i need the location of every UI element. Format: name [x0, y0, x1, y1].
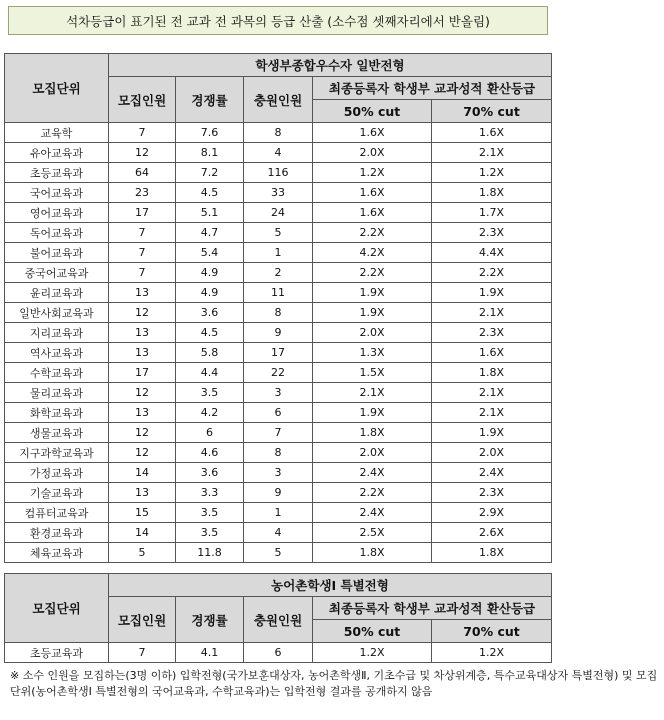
table-cell: 4.5 [176, 323, 244, 343]
table-cell: 17 [109, 363, 176, 383]
table-cell: 2.1X [432, 303, 552, 323]
table-cell: 체육교육과 [5, 543, 109, 563]
table-cell: 8.1 [176, 143, 244, 163]
table-cell: 1.9X [313, 403, 432, 423]
table-cell: 1.8X [432, 183, 552, 203]
table-cell: 3.5 [176, 503, 244, 523]
table-row [5, 503, 552, 523]
table-cell: 1.6X [313, 183, 432, 203]
table-cell: 4.7 [176, 223, 244, 243]
table-cell: 4 [244, 523, 313, 543]
table-cell: 일반사회교육과 [5, 303, 109, 323]
table-cell: 7 [109, 643, 176, 663]
table-cell: 4 [244, 143, 313, 163]
table-row [5, 543, 552, 563]
table-cell: 17 [244, 343, 313, 363]
admission-results-table [4, 53, 552, 563]
table-cell: 1 [244, 503, 313, 523]
table-cell: 4.9 [176, 283, 244, 303]
table-cell: 7 [109, 223, 176, 243]
table-row [5, 243, 552, 263]
table-cell: 2.3X [432, 483, 552, 503]
table-cell: 5.8 [176, 343, 244, 363]
table-cell: 역사교육과 [5, 343, 109, 363]
table-cell: 2.0X [432, 443, 552, 463]
table-cell: 1.2X [432, 643, 552, 663]
table-cell: 9 [244, 483, 313, 503]
table-cell: 1.7X [432, 203, 552, 223]
table-cell: 5.1 [176, 203, 244, 223]
table-cell: 1.2X [432, 163, 552, 183]
table-cell: 8 [244, 303, 313, 323]
table-cell: 지리교육과 [5, 323, 109, 343]
table-cell: 2.2X [313, 483, 432, 503]
table-row [5, 443, 552, 463]
table-cell: 13 [109, 323, 176, 343]
table-cell: 6 [244, 643, 313, 663]
table-cell: 22 [244, 363, 313, 383]
table-cell: 7 [109, 263, 176, 283]
footnote: ※ 소수 인원을 모집하는(3명 이하) 입학전형(국가보훈대상자, 농어촌학생Ⅱ, 기초수급 및 차상위계층, 특수교육대상자 특별전형) 및 모집단위(농어촌학생Ⅰ 특별전형의 국어교육과, 수학교육과)는 입학전형 결과를 공개하지 않음 [10, 669, 658, 698]
table-cell: 2.1X [432, 403, 552, 423]
table-row [5, 383, 552, 403]
table-cell: 4.6 [176, 443, 244, 463]
table-cell: 8 [244, 123, 313, 143]
table-cell: 교육학 [5, 123, 109, 143]
table-cell: 1.8X [313, 423, 432, 443]
table-cell: 영어교육과 [5, 203, 109, 223]
table-cell: 5 [244, 543, 313, 563]
table-cell: 7.2 [176, 163, 244, 183]
table-cell: 독어교육과 [5, 223, 109, 243]
table-cell: 생물교육과 [5, 423, 109, 443]
table-cell: 1.5X [313, 363, 432, 383]
header-unit: 모집단위 [5, 54, 109, 123]
table-cell: 12 [109, 303, 176, 323]
table-cell: 컴퓨터교육과 [5, 503, 109, 523]
table-cell: 4.2 [176, 403, 244, 423]
table-cell: 불어교육과 [5, 243, 109, 263]
table-cell: 1.6X [432, 123, 552, 143]
table-cell: 14 [109, 523, 176, 543]
table-cell: 11 [244, 283, 313, 303]
table-cell: 2.4X [313, 503, 432, 523]
header-50-cut: 50% cut [313, 620, 432, 643]
table-cell: 1.9X [313, 283, 432, 303]
header-70-cut: 70% cut [432, 620, 552, 643]
table-cell: 지구과학교육과 [5, 443, 109, 463]
table-cell: 15 [109, 503, 176, 523]
table-cell: 9 [244, 323, 313, 343]
table-cell: 23 [109, 183, 176, 203]
table-row [5, 303, 552, 323]
table-cell: 가정교육과 [5, 463, 109, 483]
table-cell: 5.4 [176, 243, 244, 263]
table-row [5, 163, 552, 183]
table-row [5, 523, 552, 543]
table-cell: 4.2X [313, 243, 432, 263]
header-competition: 경쟁률 [176, 77, 244, 123]
table-cell: 2.4X [432, 463, 552, 483]
table-cell: 2.2X [313, 263, 432, 283]
table-cell: 1.9X [313, 303, 432, 323]
table-cell: 12 [109, 443, 176, 463]
table-cell: 3 [244, 463, 313, 483]
table-cell: 3.5 [176, 523, 244, 543]
table-cell: 7.6 [176, 123, 244, 143]
table-cell: 유아교육과 [5, 143, 109, 163]
table-row [5, 223, 552, 243]
header-50-cut: 50% cut [313, 100, 432, 123]
table-row [5, 203, 552, 223]
header-extra: 충원인원 [244, 597, 313, 643]
table-cell: 2.0X [313, 323, 432, 343]
table-cell: 4.4X [432, 243, 552, 263]
table-cell: 12 [109, 143, 176, 163]
header-extra: 충원인원 [244, 77, 313, 123]
table-cell: 7 [244, 423, 313, 443]
table-cell: 3.6 [176, 303, 244, 323]
table-cell: 3.6 [176, 463, 244, 483]
table-cell: 기술교육과 [5, 483, 109, 503]
table-cell: 2.0X [313, 443, 432, 463]
table-cell: 1.3X [313, 343, 432, 363]
table-cell: 1.6X [313, 203, 432, 223]
table-cell: 24 [244, 203, 313, 223]
table-row [5, 363, 552, 383]
table-cell: 1.2X [313, 163, 432, 183]
table-row [5, 323, 552, 343]
table-cell: 2.2X [313, 223, 432, 243]
table-cell: 2.4X [313, 463, 432, 483]
table-cell: 11.8 [176, 543, 244, 563]
header-recruit: 모집인원 [109, 597, 176, 643]
table-cell: 7 [109, 123, 176, 143]
table-cell: 12 [109, 383, 176, 403]
table-cell: 1.8X [432, 543, 552, 563]
table-cell: 14 [109, 463, 176, 483]
table-cell: 6 [244, 403, 313, 423]
table-row [5, 123, 552, 143]
table-cell: 5 [109, 543, 176, 563]
table-cell: 1.6X [432, 343, 552, 363]
table-cell: 2.9X [432, 503, 552, 523]
table-row [5, 403, 552, 423]
header-group: 학생부종합우수자 일반전형 [109, 54, 552, 77]
table-cell: 1 [244, 243, 313, 263]
table-cell: 1.2X [313, 643, 432, 663]
table-cell: 13 [109, 283, 176, 303]
header-group: 농어촌학생Ⅰ 특별전형 [109, 574, 552, 597]
header-competition: 경쟁률 [176, 597, 244, 643]
table-cell: 8 [244, 443, 313, 463]
table-row [5, 183, 552, 203]
header-70-cut: 70% cut [432, 100, 552, 123]
page-title: 석차등급이 표기된 전 교과 전 과목의 등급 산출 (소수점 셋째자리에서 반올림) [8, 6, 548, 35]
table-cell: 3 [244, 383, 313, 403]
table-cell: 4.5 [176, 183, 244, 203]
table-cell: 환경교육과 [5, 523, 109, 543]
table-cell: 2 [244, 263, 313, 283]
table-cell: 1.8X [432, 363, 552, 383]
table-cell: 4.9 [176, 263, 244, 283]
table-cell: 17 [109, 203, 176, 223]
table-cell: 물리교육과 [5, 383, 109, 403]
table-cell: 2.3X [432, 223, 552, 243]
table-cell: 윤리교육과 [5, 283, 109, 303]
table-cell: 2.3X [432, 323, 552, 343]
table-row [5, 283, 552, 303]
table-cell: 2.1X [432, 383, 552, 403]
table-cell: 중국어교육과 [5, 263, 109, 283]
table-cell: 1.8X [313, 543, 432, 563]
table-cell: 수학교육과 [5, 363, 109, 383]
table-cell: 33 [244, 183, 313, 203]
table-row [5, 263, 552, 283]
table-cell: 초등교육과 [5, 163, 109, 183]
table-row [5, 643, 552, 663]
table-cell: 13 [109, 483, 176, 503]
table-cell: 4.1 [176, 643, 244, 663]
header-recruit: 모집인원 [109, 77, 176, 123]
table-cell: 116 [244, 163, 313, 183]
table-cell: 2.1X [313, 383, 432, 403]
table-cell: 2.5X [313, 523, 432, 543]
table-cell: 13 [109, 343, 176, 363]
table-cell: 2.0X [313, 143, 432, 163]
table-cell: 1.6X [313, 123, 432, 143]
header-grade: 최종등록자 학생부 교과성적 환산등급 [313, 597, 552, 620]
table-cell: 64 [109, 163, 176, 183]
header-grade: 최종등록자 학생부 교과성적 환산등급 [313, 77, 552, 100]
table-row [5, 483, 552, 503]
table-row [5, 463, 552, 483]
table-cell: 6 [176, 423, 244, 443]
table-cell: 7 [109, 243, 176, 263]
table-cell: 1.9X [432, 423, 552, 443]
table-cell: 3.3 [176, 483, 244, 503]
table-cell: 초등교육과 [5, 643, 109, 663]
table-cell: 12 [109, 423, 176, 443]
table-cell: 2.2X [432, 263, 552, 283]
header-unit: 모집단위 [5, 574, 109, 643]
table-cell: 국어교육과 [5, 183, 109, 203]
table-cell: 화학교육과 [5, 403, 109, 423]
rural-special-table [4, 573, 552, 663]
table-cell: 1.9X [432, 283, 552, 303]
table-cell: 2.6X [432, 523, 552, 543]
table-cell: 4.4 [176, 363, 244, 383]
table-row [5, 423, 552, 443]
table-cell: 3.5 [176, 383, 244, 403]
table-cell: 5 [244, 223, 313, 243]
table-cell: 2.1X [432, 143, 552, 163]
table-row [5, 143, 552, 163]
table-row [5, 343, 552, 363]
table-cell: 13 [109, 403, 176, 423]
